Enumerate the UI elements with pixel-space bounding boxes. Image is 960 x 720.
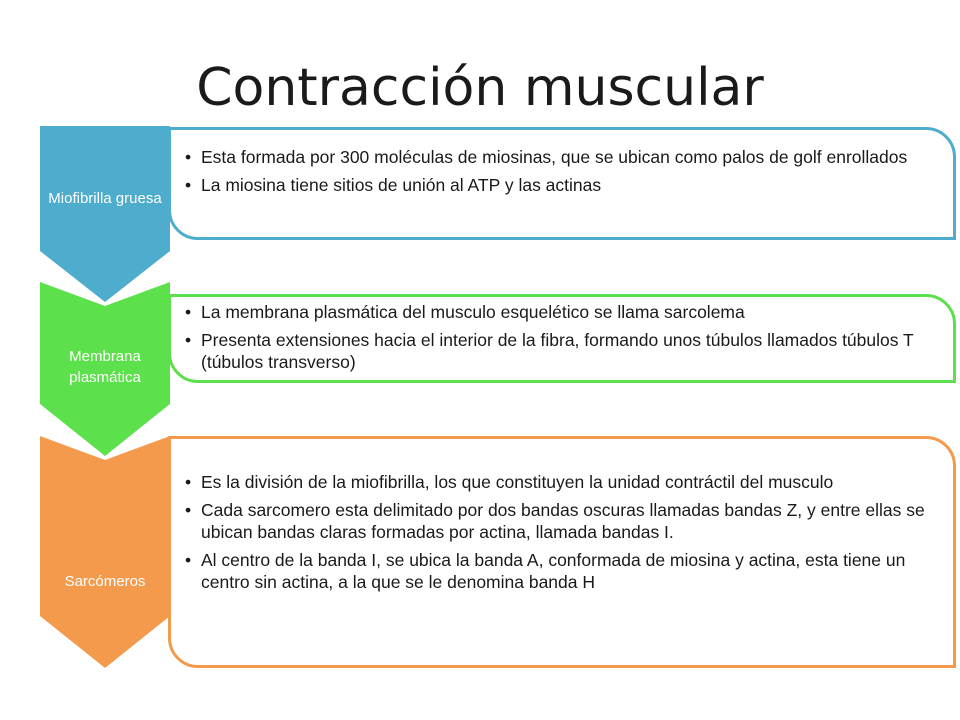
section-3-chevron — [40, 436, 170, 668]
section-2-panel — [168, 294, 956, 383]
section-1-bullet-2: • La miosina tiene sitios de unión al ATP y las actinas — [201, 174, 939, 196]
section-1-bullet-1: • Esta formada por 300 moléculas de miosinas, que se ubican como palos de golf enrollados — [201, 146, 939, 168]
section-2-bullet-2: • Presenta extensiones hacia el interior de la fibra, formando unos túbulos llamados túbulos T (túbulos transverso) — [201, 329, 939, 373]
section-1-panel — [168, 127, 956, 240]
slide-title: Contracción muscular — [196, 58, 764, 118]
section-3-label: Sarcómeros — [64, 573, 146, 590]
section-3-bullet-2: • Cada sarcomero esta delimitado por dos bandas oscuras llamadas bandas Z, y entre ellas se ubican bandas claras formadas por actina, llamada bandas I. — [201, 499, 939, 543]
section-2-label: Membrana plasmática — [69, 348, 141, 386]
section-1-chevron — [40, 126, 170, 302]
section-3-bullet-1: • Es la división de la miofibrilla, los que constituyen la unidad contráctil del musculo — [201, 471, 939, 493]
section-2-bullet-1: • La membrana plasmática del musculo esquelético se llama sarcolema — [201, 301, 939, 323]
section-1-label: Miofibrilla gruesa — [48, 190, 162, 207]
section-3-bullet-3: • Al centro de la banda I, se ubica la banda A, conformada de miosina y actina, esta tiene un centro sin actina, a la que se le denomina banda H — [201, 549, 939, 593]
section-3-panel — [168, 436, 956, 668]
